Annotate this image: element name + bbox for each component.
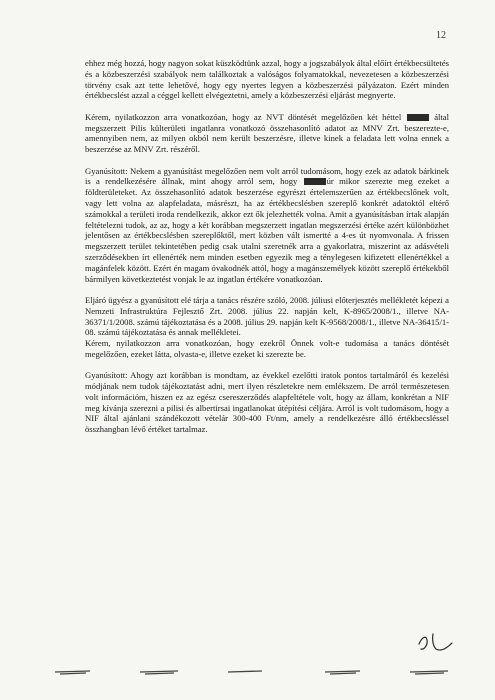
paragraph-2-part-2: által megszerzett Pilis külterületi ingatlanra vonatkozó összehasonlító adatot az MNV Zrt. beszerezte-e, amennyiben nem, az milyen okból nem került beszerzésre, illetve kinek a feladata lett volna ennek a beszerzése az MNV Zrt. részéről. — [85, 111, 449, 155]
redaction-mark — [304, 178, 326, 185]
paragraph-2 — [85, 112, 449, 155]
paragraph-4: Eljáró ügyész a gyanúsított elé tárja a tanács részére szóló, 2008. júliusi előterjesztés mellékletét képezi a Nemzeti Infrastruktúra Fejlesztő Zrt. 2008. július 22. napján kelt, K-8965/2008/1., illetve NA-36371/1/2008. számú tájékoztatása és a 2008. július 29. napján kelt K-9568/2008/1., illetve NA-36415/1-08. számú tájékoztatása és annak mellékletei. — [85, 294, 449, 338]
paragraph-3-part-2: úr mikor szerezte meg ezeket a földterületeket. Az összehasonlító adatok beszerzése egyrészt értelemszerűen az értékbecslőnek volt, vagy lett volna az alapfeladata, másrészt, ha az értékbecslésben szereplő konkrét adatoktól eltérő számokkal a területi iroda rendelkezik, akkor ezt ők jelezhették volna. Amit a gyanúsításban írtak alapján feltételezni tudok, az az, hogy a két korábban megszerzett ingatlan megszerzési értéke azért különbözhet jelentősen az értékbecslésben szereplőktől, mert közben vált ismertté a 4-es út nyomvonala. A frissen megszerzett terület tekintetében pedig csak utalni szeretnék arra a gyakorlatra, miszerint az adásvételi szerződésekben írt ellenérték nem minden esetben egyezik meg a ténylegesen kifizetett ellenértékkel a magánfelek között. Ezért én magam óvakodnék attól, hogy a magánszemélyek között szereplő értékekből bármilyen következtetést vonjak le az ingatlan értékére vonatkozóan. — [85, 176, 450, 284]
paragraph-5: Kérem, nyilatkozzon arra vonatkozóan, hogy ezekről Önnek volt-e tudomása a tanács döntését megelőzően, ezeket látta, olvasta-e, illetve ezeket ki szerezte be. — [85, 338, 449, 359]
redaction-mark — [407, 114, 429, 121]
bottom-scan-marks — [0, 664, 495, 678]
body-text — [85, 58, 449, 446]
paragraph-1: ehhez még hozzá, hogy nagyon sokat küszködtünk azzal, hogy a jogszabályok által előírt értékbecsültetés és a közbeszerzési szabályok nem találkoztak a valóságos folyamatokkal, nevezetesen a közbeszerzési törvény csak azt tette lehetővé, hogy egy nyertes legyen a közbeszerzési pályázaton. Ezért minden értékbecslést azzal a céggel kellett elvégeztetni, amely a közbeszerzési eljárást megnyerte. — [85, 58, 449, 101]
signature-mark — [413, 628, 455, 654]
paragraph-3-part-1: Gyanúsított: Nekem a gyanúsítást megelőzően nem volt arról tudomásom, hogy ezek az adatok bárkinek is a rendelkezésére állnak, mint ahogy arról sem, hogy — [85, 165, 449, 187]
page-number: 12 — [436, 30, 446, 41]
paragraph-2-part-1: Kérem, nyilatkozzon arra vonatkozóan, hogy az NVT döntését megelőzően két héttel — [85, 111, 402, 122]
paragraph-6: Gyanúsított: Ahogy azt korábban is mondtam, az évekkel ezelőtti iratok pontos tartalmáról és kezelési módjának nem tudok tájékoztatást adni, mert ilyen részletekre nem emlékszem. De arról természetesen volt információm, hiszen ez az egész csereszerződés alapfeltétele volt, hogy az állam, konkrétan a NIF meg kívánja szerezni a pilisi és albertirsai ingatlanokat útépítési céljára. Arról is volt tudomásom, hogy a NIF által ajánlani szándékozott vételár 300-400 Ft/nm, amely a rendelkezésre álló értékbecsléssel összhangban lévő értéket tartalmaz. — [85, 370, 449, 435]
paragraph-3 — [85, 166, 449, 285]
